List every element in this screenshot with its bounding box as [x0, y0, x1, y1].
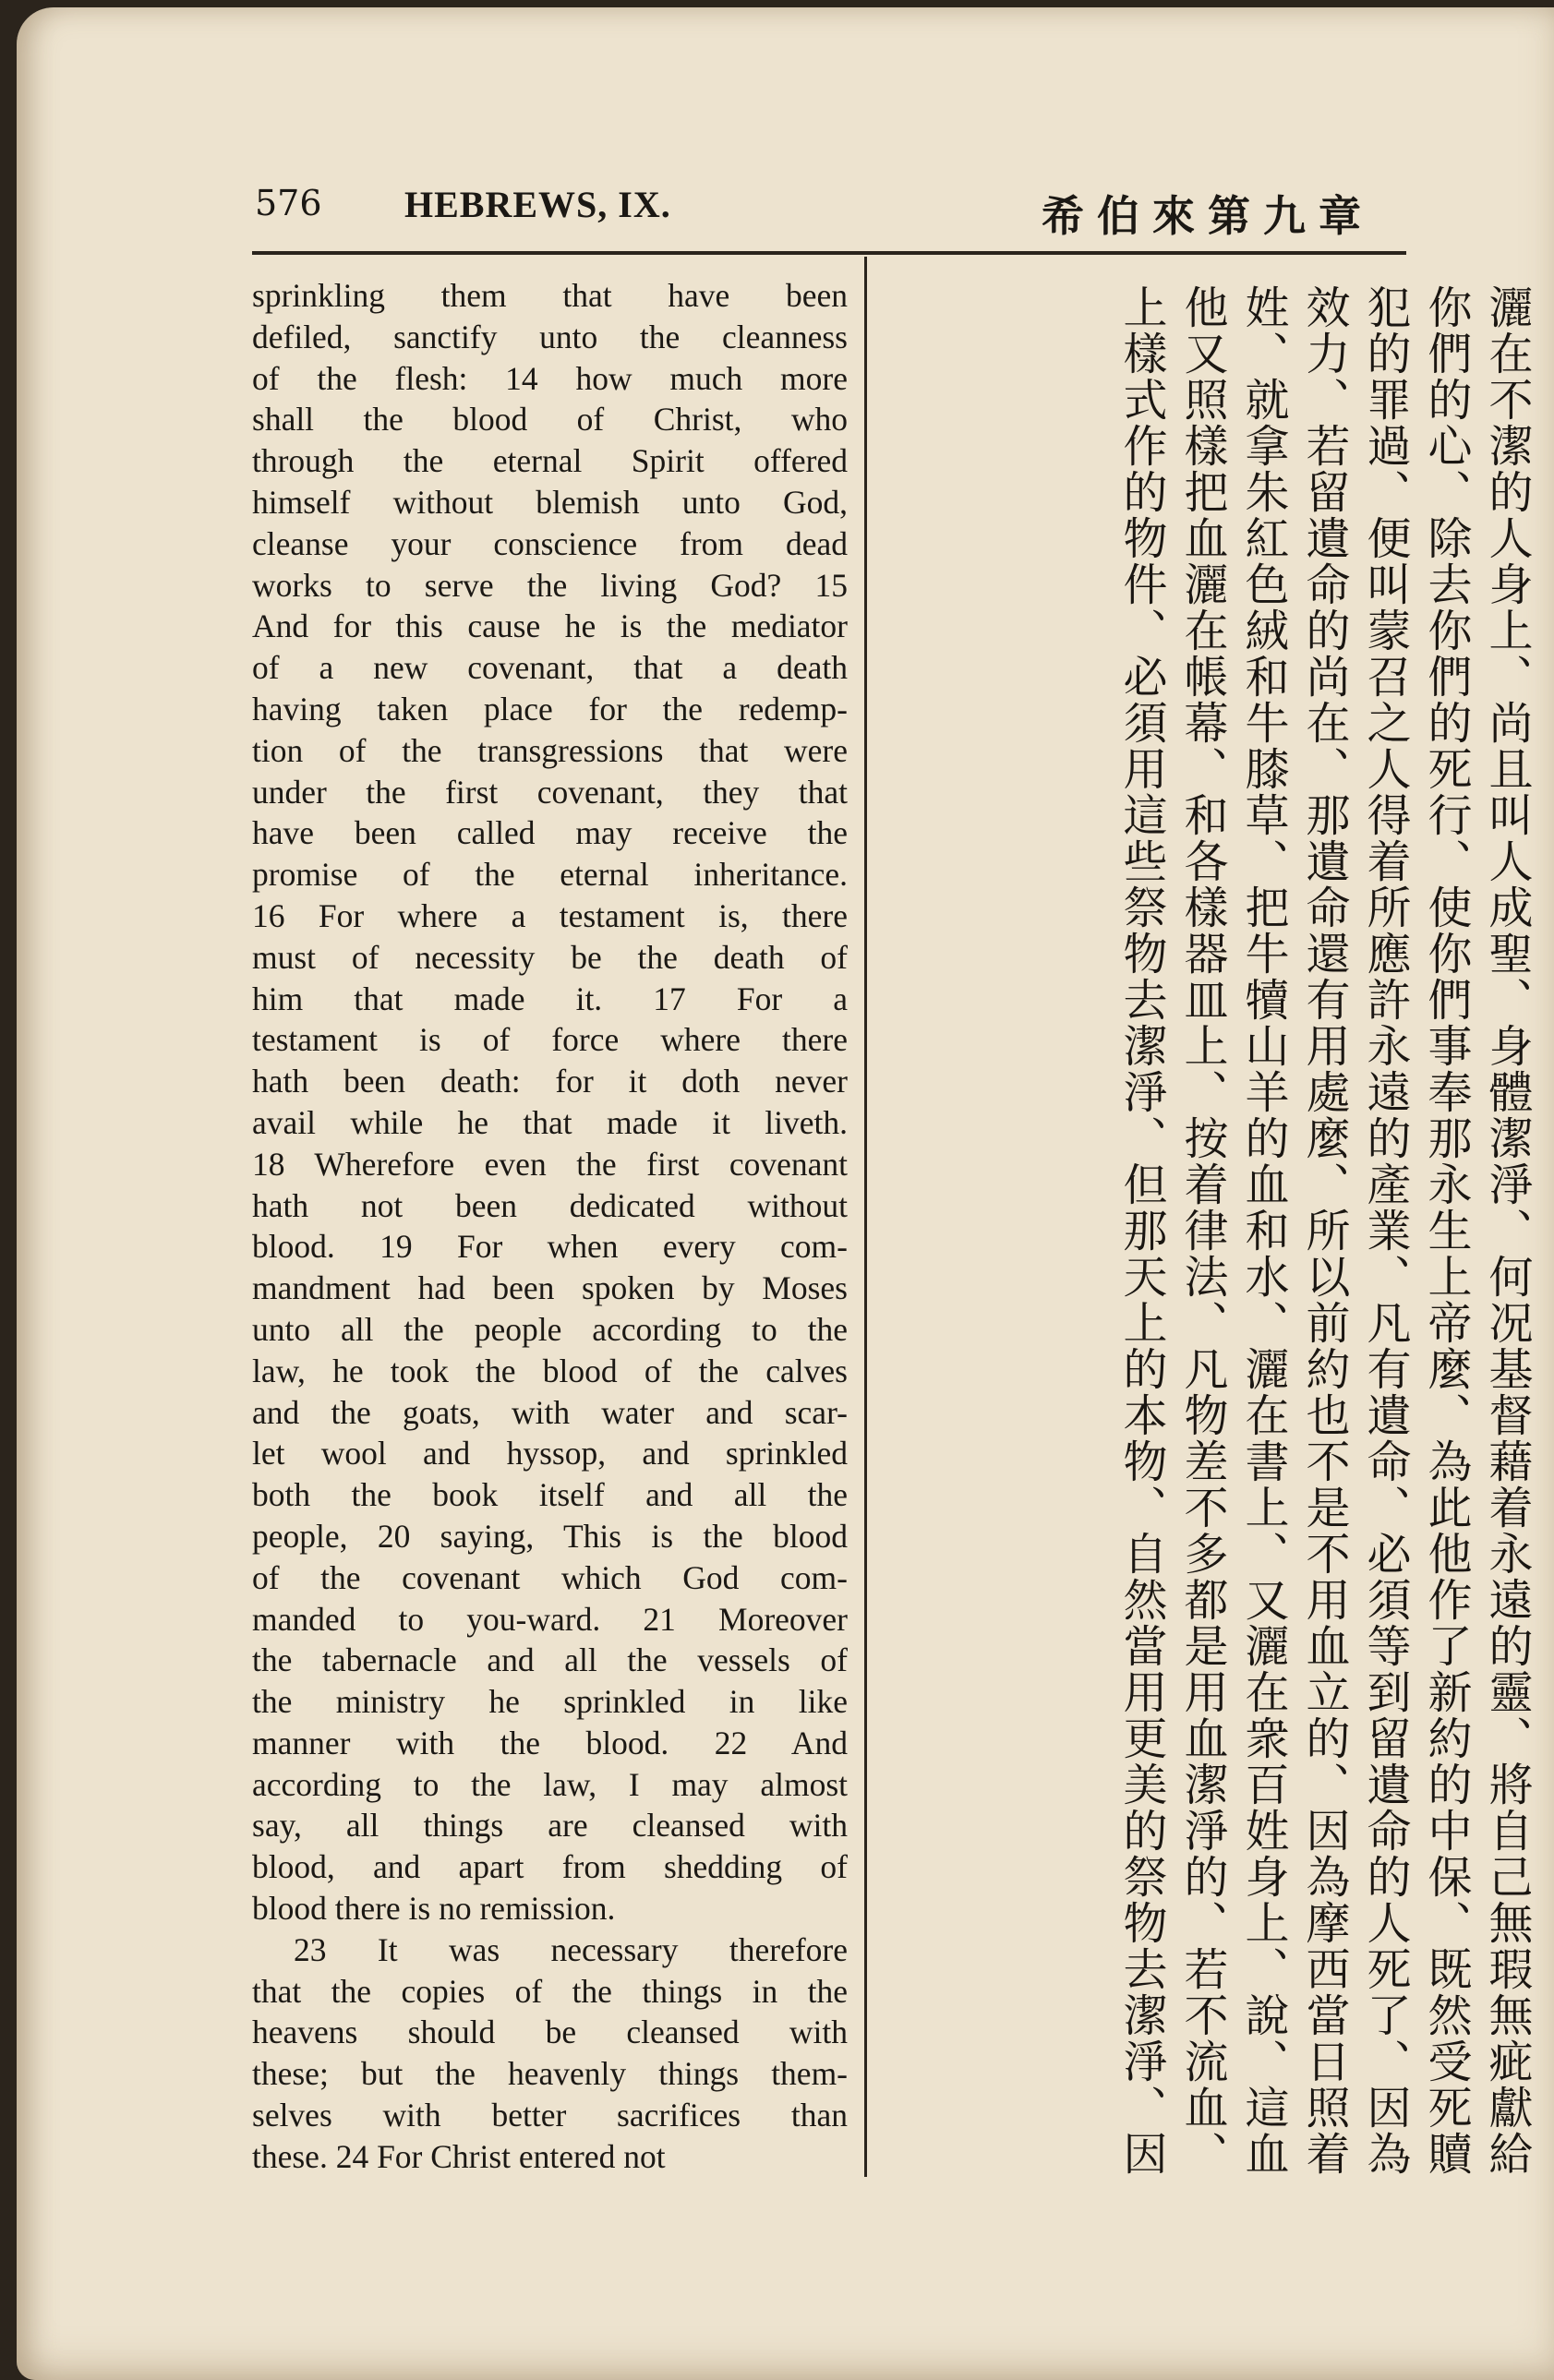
page-header: [238, 183, 1374, 241]
english-line: sprinkling them that have been: [252, 277, 848, 314]
english-line: under the first covenant, they that: [252, 773, 848, 811]
english-line: through the eternal Spirit offered: [252, 442, 848, 480]
chinese-column: 效力、若留遺命的尚在、那遺命還有用處麼、所以前約也不是不用血立的、因為摩西當日照着: [1298, 284, 1350, 2177]
english-line: must of necessity be the death of: [252, 938, 848, 976]
english-line: heavens should be cleansed with: [252, 2013, 848, 2051]
english-line: 16 For where a testament is, there: [252, 896, 848, 934]
english-line: him that made it. 17 For a: [252, 980, 848, 1017]
book-page: [17, 7, 1554, 2380]
chinese-text-columns: [885, 284, 1536, 2186]
english-line: unto all the people according to the: [252, 1310, 848, 1348]
chinese-column: 灑在不潔的人身上、尚且叫人成聖、身體潔淨、何况基督藉着永遠的靈、將自己無瑕無疵獻給: [1481, 284, 1533, 2177]
english-line: promise of the eternal inheritance.: [252, 856, 848, 894]
english-line: selves with better sacrifices than: [252, 2097, 848, 2134]
english-line: of the flesh: 14 how much more: [252, 359, 848, 397]
english-line: let wool and hyssop, and sprinkled: [252, 1435, 848, 1472]
chinese-column: 他又照樣把血灑在帳幕、和各樣器皿上、按着律法、凡物差不多都是用血潔淨的、若不流血、: [1176, 284, 1228, 2177]
column-divider: [864, 257, 867, 2177]
english-line: 23 It was necessary therefore: [294, 1930, 848, 1968]
english-line: works to serve the living God? 15: [252, 566, 848, 604]
page-number: 576: [255, 183, 322, 223]
english-line: blood, and apart from shedding of: [252, 1848, 848, 1886]
english-line: say, all things are cleansed with: [252, 1807, 848, 1845]
english-text-column: [252, 275, 848, 2178]
chinese-column: 姓、就拿朱紅色絨和牛膝草、把牛犢山羊的血和水、灑在書上、又灑在衆百姓身上、說、這血: [1237, 284, 1289, 2177]
english-line: of a new covenant, that a death: [252, 649, 848, 687]
english-line: cleanse your conscience from dead: [252, 524, 848, 562]
english-line: manded to you-ward. 21 Moreover: [252, 1600, 848, 1638]
english-line: tion of the transgressions that were: [252, 731, 848, 769]
english-line: both the book itself and all the: [252, 1476, 848, 1514]
english-line: these. 24 For Christ entered not: [252, 2137, 666, 2175]
header-rule: [252, 251, 1406, 255]
english-line: 18 Wherefore even the first covenant: [252, 1145, 848, 1183]
chinese-column: 犯的罪過、便叫蒙召之人得着所應許永遠的產業、凡有遺命、必須等到留遺命的人死了、因為: [1359, 284, 1411, 2177]
english-line: shall the blood of Christ, who: [252, 401, 848, 439]
english-line: law, he took the blood of the calves: [252, 1352, 848, 1389]
english-line: people, 20 saying, This is the blood: [252, 1517, 848, 1555]
english-line: and the goats, with water and scar-: [252, 1393, 848, 1431]
english-line: manner with the blood. 22 And: [252, 1724, 848, 1761]
english-line: according to the law, I may almost: [252, 1765, 848, 1803]
english-line: the tabernacle and all the vessels of: [252, 1641, 848, 1679]
english-line: these; but the heavenly things them-: [252, 2055, 848, 2093]
english-line: hath been death: for it doth never: [252, 1063, 848, 1100]
english-line: blood. 19 For when every com-: [252, 1228, 848, 1266]
english-line: having taken place for the redemp-: [252, 690, 848, 727]
english-line: blood there is no remission.: [252, 1890, 616, 1928]
english-line: of the covenant which God com-: [252, 1558, 848, 1596]
book-title: HEBREWS, IX.: [404, 184, 671, 225]
english-line: have been called may receive the: [252, 814, 848, 852]
english-line: mandment had been spoken by Moses: [252, 1269, 848, 1307]
chinese-column: 上樣式作的物件、必須用這些祭物去潔淨、但那天上的本物、自然當用更美的祭物去潔淨、因: [1115, 284, 1167, 2177]
chinese-book-title: 希伯來第九章: [1042, 191, 1374, 241]
english-line: himself without blemish unto God,: [252, 483, 848, 521]
english-line: avail while he that made it liveth.: [252, 1103, 848, 1141]
english-line: the ministry he sprinkled in like: [252, 1683, 848, 1721]
english-line: hath not been dedicated without: [252, 1186, 848, 1224]
english-line: testament is of force where there: [252, 1021, 848, 1059]
english-line: And for this cause he is the mediator: [252, 607, 848, 645]
english-line: defiled, sanctify unto the cleanness: [252, 318, 848, 355]
chinese-column: 你們的心、除去你們的死行、使你們事奉那永生上帝麼、為此他作了新約的中保、既然受死贖: [1420, 284, 1472, 2177]
english-line: that the copies of the things in the: [252, 1972, 848, 2010]
